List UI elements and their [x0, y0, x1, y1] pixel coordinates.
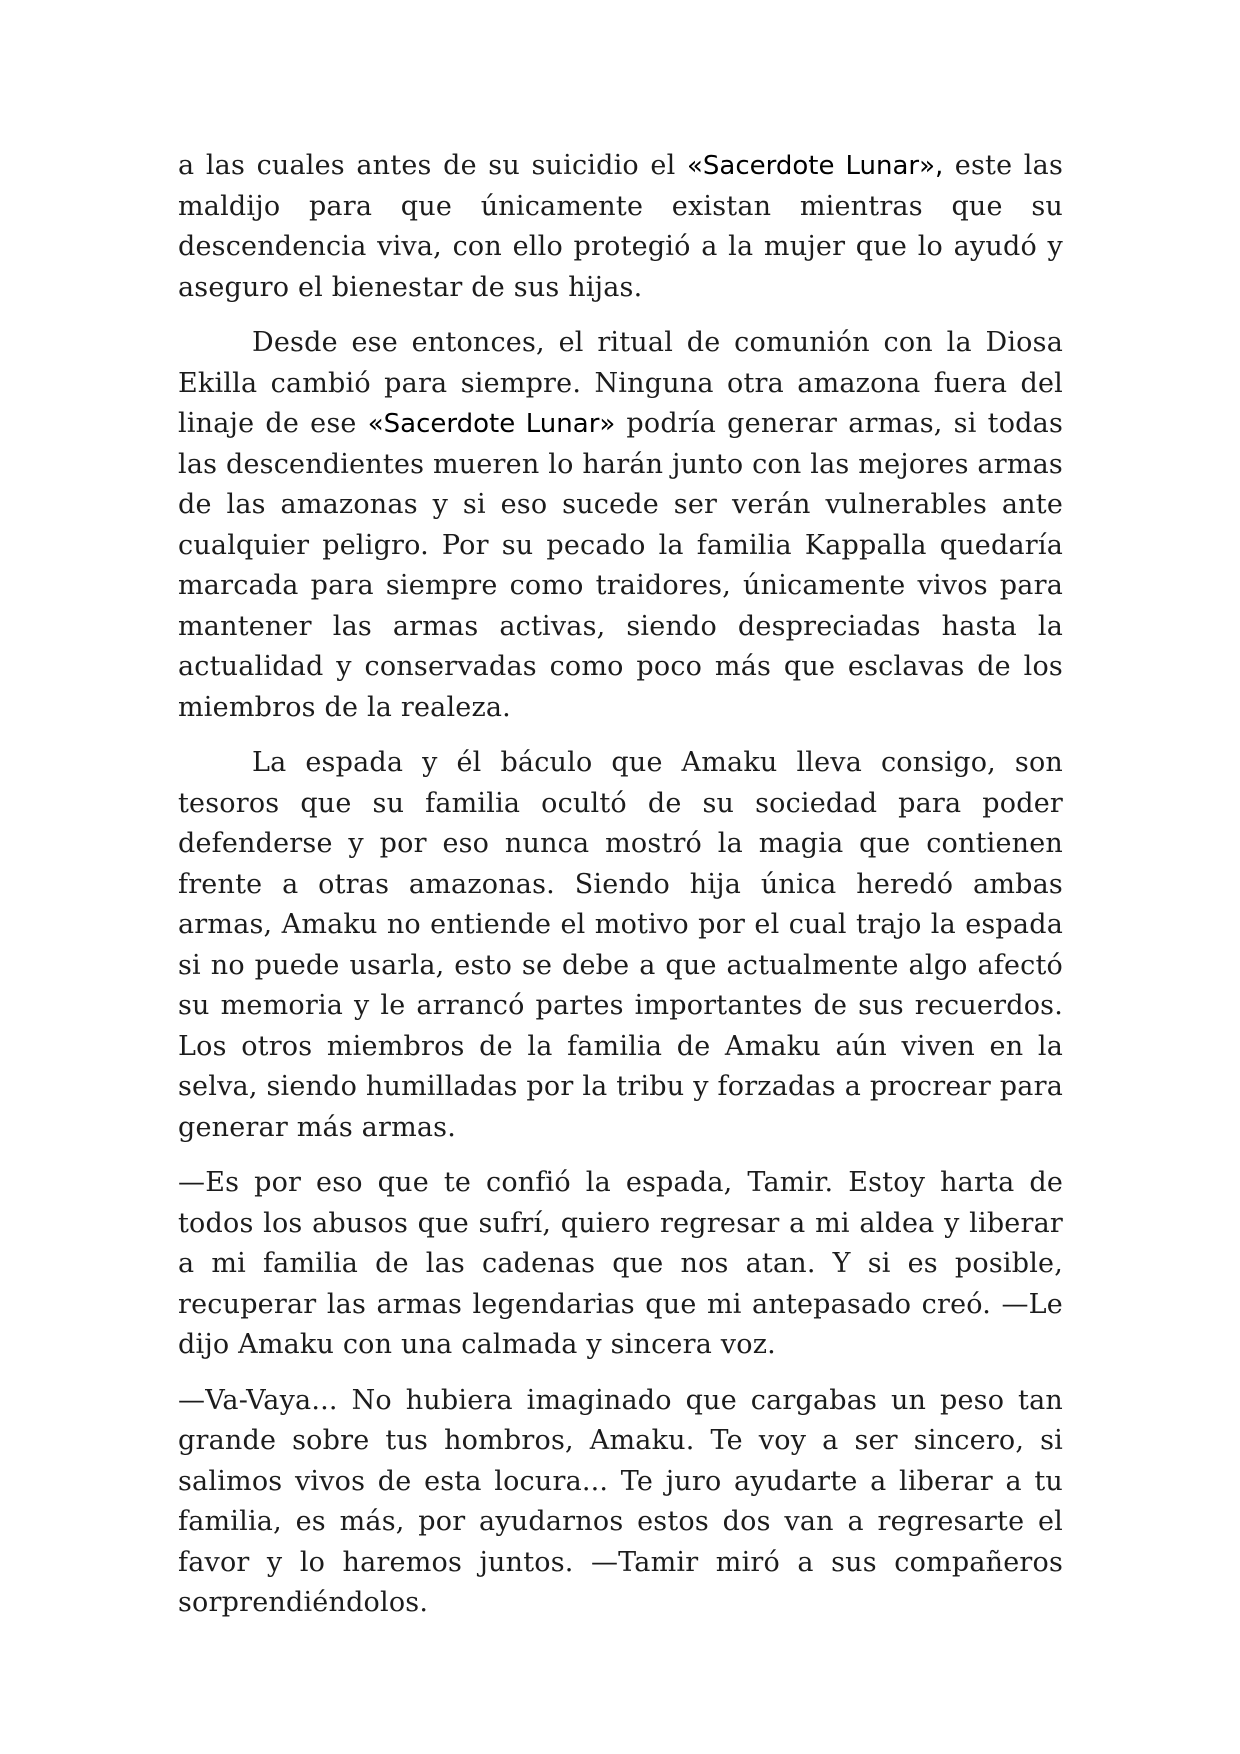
document-page [178, 146, 1063, 1639]
highlighted-term: «Sacerdote Lunar» [367, 409, 616, 439]
paragraph-2 [178, 323, 1063, 728]
text-segment: este las maldijo para que únicamente existan mientras que su descendencia viva, con ello protegió a la mujer que lo ayudó y aseguro el bienestar de sus hijas. [178, 150, 1063, 303]
text-segment: podría generar armas, si todas las descendientes mueren lo harán junto con las mejores armas de las amazonas y si eso sucede ser verán vulnerables ante cualquier peligro. Por su pecado la familia Kappalla quedaría marcada para siempre como traidores, únicamente vivos para mantener las armas activas, siendo despreciadas hasta la actualidad y conservadas como poco más que esclavas de los miembros de la realeza. [178, 408, 1064, 723]
dialogue-paragraph-2 [178, 1381, 1063, 1624]
text-segment: —Va-Vaya... No hubiera imaginado que cargabas un peso tan grande sobre tus hombros, Amaku. Te voy a ser sincero, si salimos vivos de esta locura... Te juro ayudarte a liberar a tu familia, es más, por ayudarnos estos dos van a regresarte el favor y lo haremos juntos. —Tamir miró a sus compañeros sorprendiéndolos. [178, 1384, 1063, 1618]
paragraph-1 [178, 146, 1063, 308]
text-segment: Desde ese entonces, el ritual de comunión con la Diosa Ekilla cambió para siempre. Ninguna otra amazona fuera del linaje de ese [178, 327, 1063, 439]
dialogue-paragraph-1 [178, 1163, 1063, 1366]
text-segment: a las cuales antes de su suicidio el [178, 150, 687, 181]
highlighted-term: «Sacerdote Lunar», [686, 151, 944, 181]
text-segment: La espada y él báculo que Amaku lleva consigo, son tesoros que su familia ocultó de su sociedad para poder defenderse y por eso nunca mostró la magia que contienen frente a otras amazonas. Siendo hija única heredó ambas armas, Amaku no entiende el motivo por el cual trajo la espada si no puede usarla, esto se debe a que actualmente algo afectó su memoria y le arrancó partes importantes de sus recuerdos. Los otros miembros de la familia de Amaku aún viven en la selva, siendo humilladas por la tribu y forzadas a procrear para generar más armas. [178, 747, 1063, 1143]
paragraph-3 [178, 743, 1063, 1148]
text-segment: —Es por eso que te confió la espada, Tamir. Estoy harta de todos los abusos que sufrí, quiero regresar a mi aldea y liberar a mi familia de las cadenas que nos atan. Y si es posible, recuperar las armas legendarias que mi antepasado creó. —Le dijo Amaku con una calmada y sincera voz. [178, 1167, 1063, 1360]
